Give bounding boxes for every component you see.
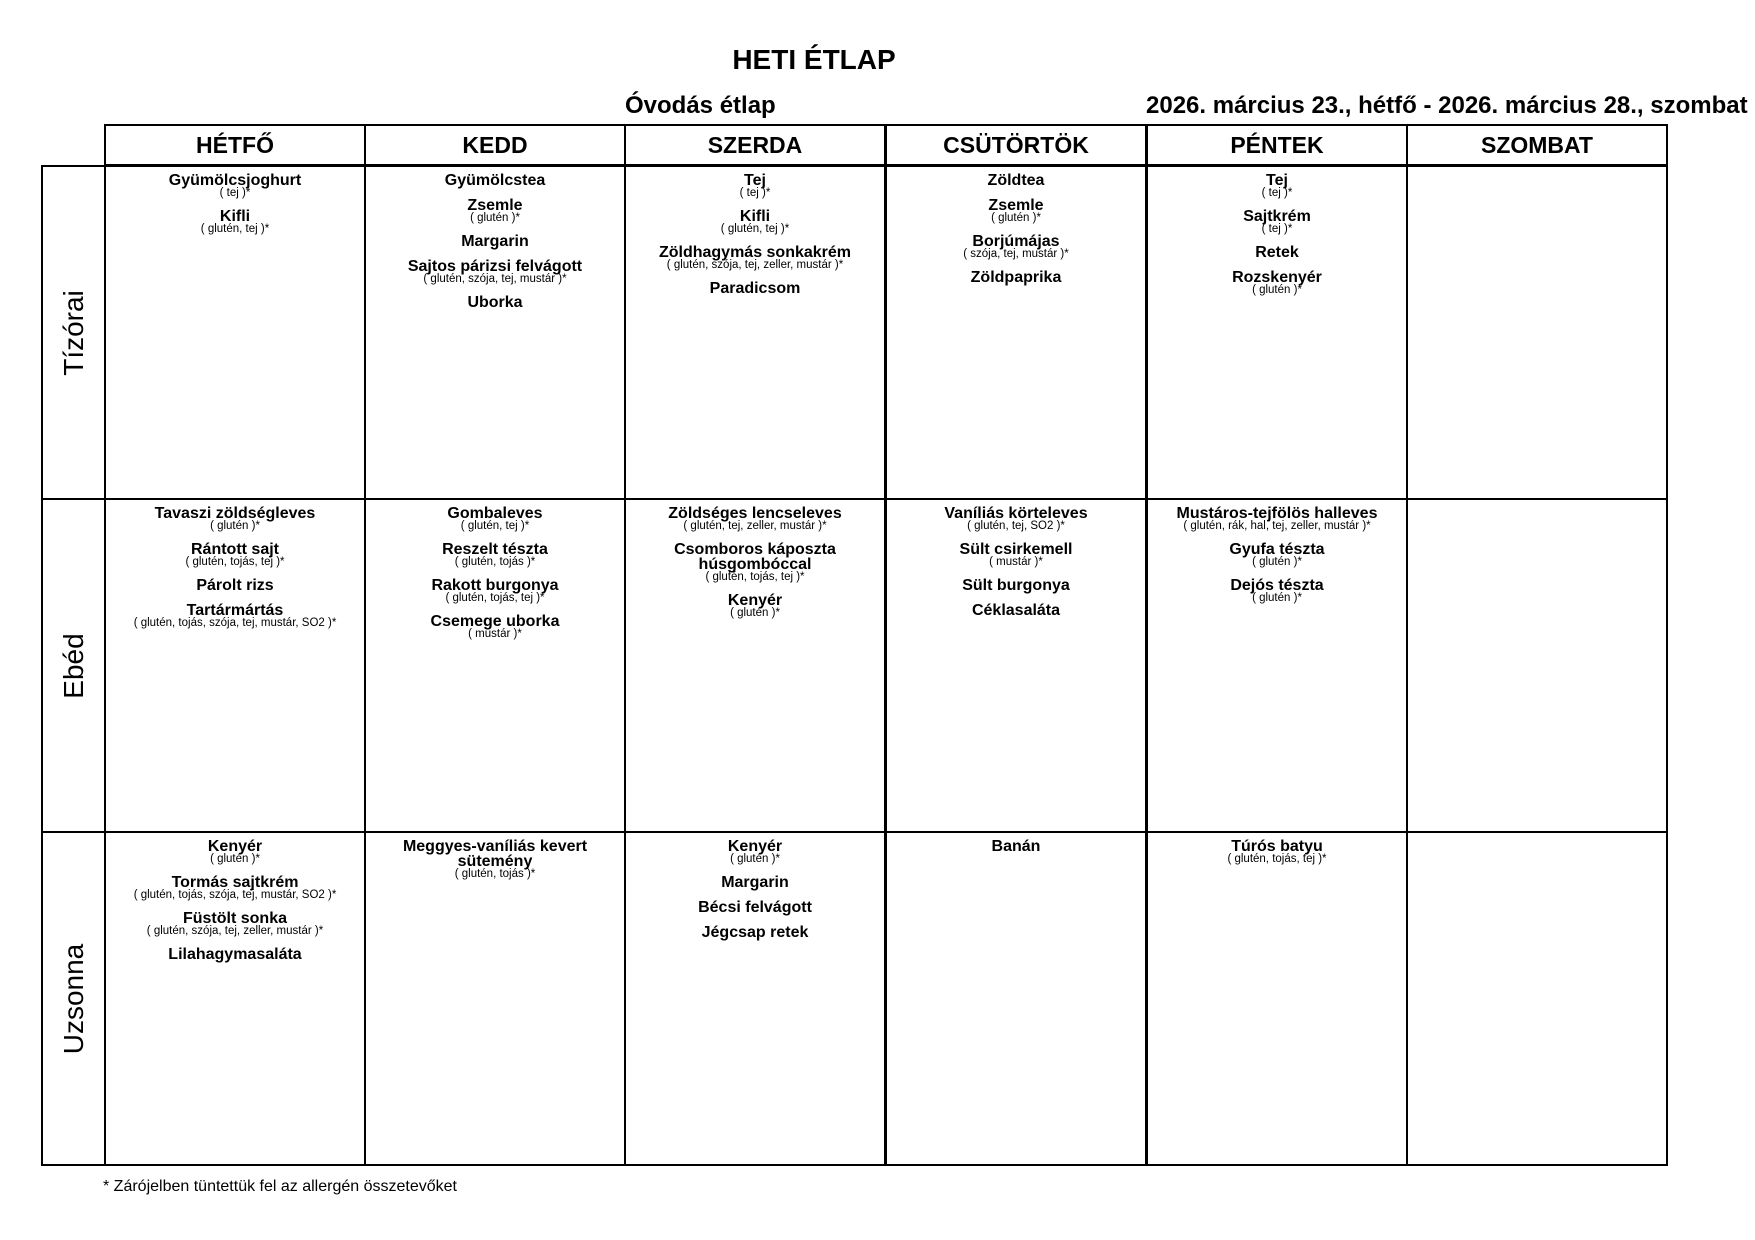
dish-name: Mustáros-tejfölös halleves xyxy=(1176,505,1378,522)
allergen-list: ( tej )* xyxy=(219,187,251,199)
menu-cell xyxy=(364,498,626,833)
menu-cell xyxy=(1406,165,1668,500)
dish-name: Reszelt tészta xyxy=(442,541,548,558)
allergen-list: ( glutén, tojás, tej )* xyxy=(705,571,805,583)
menu-item xyxy=(106,578,364,593)
menu-item xyxy=(366,542,624,568)
menu-item xyxy=(106,875,364,901)
allergen-list: ( glutén, rák, hal, tej, zeller, mustár )* xyxy=(1183,520,1371,532)
menu-item xyxy=(626,925,884,940)
meal-row-label xyxy=(41,831,106,1166)
dish-name: Sajtos párizsi felvágott xyxy=(407,258,583,275)
menu-cell xyxy=(885,831,1147,1166)
dish-name: Margarin xyxy=(721,874,789,891)
dish-name: Kifli xyxy=(219,208,251,225)
menu-cell xyxy=(624,831,886,1166)
menu-cell xyxy=(364,165,626,500)
menu-item xyxy=(887,603,1145,618)
allergen-list: ( glutén, tojás, tej )* xyxy=(185,556,285,568)
dish-name: Lilahagymasaláta xyxy=(168,946,302,963)
allergen-list: ( mustár )* xyxy=(468,628,522,640)
menu-item xyxy=(626,839,884,865)
menu-item xyxy=(366,295,624,310)
allergen-list: ( glutén )* xyxy=(991,212,1041,224)
page-title: HETI ÉTLAP xyxy=(732,44,896,75)
allergen-list: ( tej )* xyxy=(1261,187,1293,199)
menu-cell xyxy=(1146,165,1408,500)
dish-name: Sült csirkemell xyxy=(959,541,1073,558)
allergen-list: ( glutén )* xyxy=(1252,284,1302,296)
menu-item xyxy=(366,173,624,188)
dish-name: Margarin xyxy=(461,233,529,250)
allergen-list: ( tej )* xyxy=(1261,223,1293,235)
dish-name: Gyümölcstea xyxy=(444,172,546,189)
allergen-list: ( glutén, szója, tej, zeller, mustár )* xyxy=(666,259,844,271)
allergen-list: ( glutén, szója, tej, zeller, mustár )* xyxy=(146,925,324,937)
menu-cell xyxy=(1406,498,1668,833)
menu-cell xyxy=(885,165,1147,500)
menu-cell xyxy=(624,498,886,833)
menu-item xyxy=(1148,506,1406,532)
dish-name: Zöldséges lencseleves xyxy=(668,505,842,522)
menu-item xyxy=(887,234,1145,260)
dish-name: Retek xyxy=(1255,244,1299,261)
allergen-list: ( glutén )* xyxy=(1252,592,1302,604)
menu-item xyxy=(1148,578,1406,604)
date-range: 2026. március 23., hétfő - 2026. március 28., szombat xyxy=(1146,92,1748,119)
allergen-list: ( glutén )* xyxy=(730,853,780,865)
menu-item xyxy=(106,839,364,865)
menu-item xyxy=(106,209,364,235)
menu-item xyxy=(366,234,624,249)
dish-name: Kenyér xyxy=(727,838,783,855)
menu-item xyxy=(887,173,1145,188)
dish-name: Tej xyxy=(744,172,766,189)
menu-item xyxy=(1148,839,1406,865)
dish-name: Gombaleves xyxy=(447,505,543,522)
dish-name: Céklasaláta xyxy=(971,602,1061,619)
menu-item xyxy=(626,209,884,235)
menu-cell xyxy=(624,165,886,500)
meal-row-label xyxy=(41,165,106,500)
menu-item xyxy=(626,593,884,619)
dish-name: Tavaszi zöldségleves xyxy=(154,505,316,522)
menu-item xyxy=(366,259,624,285)
dish-name: Bécsi felvágott xyxy=(698,899,812,916)
dish-name: Zsemle xyxy=(467,197,523,214)
menu-cell xyxy=(364,831,626,1166)
meal-row-label xyxy=(41,498,106,833)
day-header: HÉTFŐ xyxy=(104,124,366,166)
menu-cell xyxy=(104,831,366,1166)
day-header: CSÜTÖRTÖK xyxy=(885,124,1147,166)
dish-name: Zöldpaprika xyxy=(970,269,1062,286)
menu-item xyxy=(626,542,884,583)
allergen-list: ( glutén, tej, SO2 )* xyxy=(967,520,1065,532)
menu-item xyxy=(106,173,364,199)
menu-item xyxy=(626,900,884,915)
allergen-list: ( glutén, tojás )* xyxy=(454,868,536,880)
dish-name: Meggyes-vaníliás kevert sütemény xyxy=(402,838,588,870)
menu-item xyxy=(106,603,364,629)
dish-name: Uborka xyxy=(467,294,523,311)
dish-name: Gyümölcsjoghurt xyxy=(168,172,302,189)
allergen-list: ( glutén, tej, zeller, mustár )* xyxy=(683,520,827,532)
dish-name: Vaníliás körteleves xyxy=(944,505,1088,522)
dish-name: Füstölt sonka xyxy=(182,910,287,927)
allergen-list: ( glutén, tej )* xyxy=(200,223,270,235)
menu-item xyxy=(366,578,624,604)
dish-name: Zöldhagymás sonkakrém xyxy=(658,244,852,261)
menu-item xyxy=(106,506,364,532)
dish-name: Csemege uborka xyxy=(430,613,560,630)
allergen-list: ( szója, tej, mustár )* xyxy=(963,248,1069,260)
dish-name: Csomboros káposzta húsgombóccal xyxy=(674,541,836,573)
allergen-list: ( glutén, tojás )* xyxy=(454,556,536,568)
dish-name: Kenyér xyxy=(207,838,263,855)
allergen-list: ( glutén, tojás, tej )* xyxy=(1227,853,1327,865)
menu-cell xyxy=(1406,831,1668,1166)
meal-label-text: Ebéd xyxy=(57,632,89,699)
dish-name: Rozskenyér xyxy=(1232,269,1322,286)
menu-item xyxy=(626,281,884,296)
menu-item xyxy=(106,542,364,568)
menu-cell xyxy=(104,498,366,833)
menu-item xyxy=(887,506,1145,532)
dish-name: Tartármártás xyxy=(186,602,284,619)
menu-cell xyxy=(104,165,366,500)
allergen-list: ( glutén )* xyxy=(1252,556,1302,568)
menu-item xyxy=(887,198,1145,224)
menu-item xyxy=(366,198,624,224)
menu-item xyxy=(366,506,624,532)
menu-item xyxy=(1148,542,1406,568)
menu-item xyxy=(106,947,364,962)
allergen-list: ( glutén )* xyxy=(730,607,780,619)
menu-item xyxy=(626,875,884,890)
menu-item xyxy=(1148,209,1406,235)
menu-cell xyxy=(885,498,1147,833)
day-header: KEDD xyxy=(364,124,626,166)
menu-subtitle: Óvodás étlap xyxy=(625,92,776,119)
dish-name: Jégcsap retek xyxy=(701,924,809,941)
dish-name: Paradicsom xyxy=(709,280,801,297)
meal-label-text: Tízórai xyxy=(57,289,89,376)
menu-cell xyxy=(1146,831,1408,1166)
allergen-list: ( glutén, tojás, szója, tej, mustár, SO2 )* xyxy=(133,889,337,901)
dish-name: Sajtkrém xyxy=(1243,208,1311,225)
dish-name: Sült burgonya xyxy=(962,577,1070,594)
menu-item xyxy=(626,245,884,271)
dish-name: Tormás sajtkrém xyxy=(171,874,299,891)
allergen-list: ( glutén )* xyxy=(210,853,260,865)
meal-label-text: Uzsonna xyxy=(57,943,89,1054)
dish-name: Rakott burgonya xyxy=(431,577,559,594)
menu-item xyxy=(1148,245,1406,260)
dish-name: Dejós tészta xyxy=(1230,577,1324,594)
dish-name: Banán xyxy=(991,838,1041,855)
menu-item xyxy=(887,839,1145,854)
menu-item xyxy=(626,506,884,532)
dish-name: Borjúmájas xyxy=(972,233,1060,250)
dish-name: Kenyér xyxy=(727,592,783,609)
day-header: PÉNTEK xyxy=(1146,124,1408,166)
menu-item xyxy=(366,614,624,640)
dish-name: Rántott sajt xyxy=(191,541,279,558)
menu-item xyxy=(887,578,1145,593)
dish-name: Gyufa tészta xyxy=(1229,541,1325,558)
menu-item xyxy=(626,173,884,199)
allergen-list: ( glutén, tej )* xyxy=(720,223,790,235)
dish-name: Tej xyxy=(1266,172,1288,189)
day-header: SZOMBAT xyxy=(1406,124,1668,166)
allergen-footnote: * Zárójelben tüntettük fel az allergén összetevőket xyxy=(103,1178,457,1195)
allergen-list: ( glutén )* xyxy=(470,212,520,224)
allergen-list: ( mustár )* xyxy=(989,556,1043,568)
menu-item xyxy=(1148,270,1406,296)
dish-name: Párolt rizs xyxy=(196,577,274,594)
allergen-list: ( glutén, tojás, szója, tej, mustár, SO2 )* xyxy=(133,617,337,629)
allergen-list: ( glutén, szója, tej, mustár )* xyxy=(423,273,567,285)
menu-item xyxy=(1148,173,1406,199)
day-header: SZERDA xyxy=(624,124,886,166)
dish-name: Zöldtea xyxy=(987,172,1045,189)
allergen-list: ( glutén )* xyxy=(210,520,260,532)
allergen-list: ( glutén, tej )* xyxy=(460,520,530,532)
menu-item xyxy=(106,911,364,937)
menu-cell xyxy=(1146,498,1408,833)
allergen-list: ( tej )* xyxy=(739,187,771,199)
menu-item xyxy=(887,542,1145,568)
menu-item xyxy=(887,270,1145,285)
allergen-list: ( glutén, tojás, tej )* xyxy=(445,592,545,604)
dish-name: Zsemle xyxy=(988,197,1044,214)
dish-name: Kifli xyxy=(739,208,771,225)
menu-item xyxy=(366,839,624,880)
dish-name: Túrós batyu xyxy=(1231,838,1323,855)
